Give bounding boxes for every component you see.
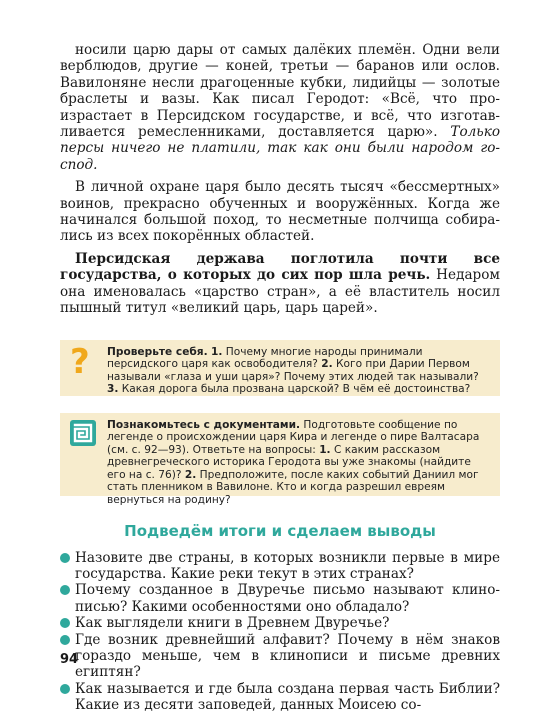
paragraph-empire: [60, 251, 500, 317]
check-question-1: Почему многие народы принимали персидского царя как освободителя?: [107, 345, 423, 371]
documents-question-2: Предположите, после каких событий Даниил мог стать пленником в Вавилоне. Кто и когда разрешил евреям вернуться на родину?: [107, 468, 479, 507]
summary-question: [60, 615, 500, 631]
summary-question: [60, 681, 500, 714]
documents-box: [60, 413, 500, 507]
bullet-dot-icon: [60, 684, 70, 694]
document-spiral-icon: [70, 420, 96, 446]
paragraph-tribute-text: носили царю дары от самых далёких племён. Одни вели верблюдов, другие — коней, третьи — баранов или ослов. Вавилоняне несли драгоценные кубки, лидийцы — золотые браслеты и вазы. Как писал Геродот: «Всё, что произрастает в Персидском государстве, и всё, что изготавливается ремесленниками, доставляется царю».: [60, 42, 500, 141]
bullet-dot-icon: [60, 618, 70, 628]
check-question-2-number: 2.: [321, 358, 333, 371]
check-question-3: Какая дорога была прозвана царской? В чём её достоинства?: [118, 383, 471, 396]
documents-question-1: С каким рассказом древнегреческого историка Геродота вы уже знакомы (найдите его на с. 76)?: [107, 443, 471, 481]
check-question-3-number: 3.: [107, 383, 119, 396]
bullet-dot-icon: [60, 585, 70, 595]
question-mark-icon: ?: [70, 341, 90, 382]
summary-question-text: Назовите две страны, в которых возникли первые в мире государства. Какие реки текут в этих странах?: [75, 549, 500, 582]
summary-heading: Подведём итоги и сделаем выводы: [124, 521, 436, 540]
paragraph-guard: В личной охране царя было десять тысяч «бессмертных» воинов, прекрасно обученных и вооружённых. Когда же начинался большой поход, то несметные полчища собирались из всех покорённых областей.: [60, 179, 500, 245]
bullet-dot-icon: [60, 635, 70, 645]
paragraph-empire-text: Недаром она именовалась «царство стран», а её властитель носил пышный титул «великий царь, царь царей».: [60, 267, 501, 317]
check-question-2: Кого при Дарии Первом называли «глаза и уши царя»? Почему этих людей так называли?: [107, 358, 479, 383]
page-content: [60, 42, 500, 714]
page-number: 94: [60, 652, 79, 667]
documents-question-2-number: 2.: [184, 468, 197, 481]
summary-question: [60, 550, 500, 583]
check-yourself-box: [60, 340, 500, 396]
summary-question: [60, 632, 500, 681]
summary-question-text: Как выглядели книги в Древнем Двуречье?: [75, 615, 390, 632]
paragraph-empire-bold: Персидская держава поглотила почти все государства, о которых до сих пор шла речь.: [60, 250, 500, 284]
bullet-dot-icon: [60, 553, 70, 563]
documents-question-1-number: 1.: [319, 443, 331, 456]
paragraph-tribute: [60, 42, 500, 173]
check-yourself-title: Проверьте себя.: [107, 345, 208, 358]
summary-question: [60, 582, 500, 615]
summary-question-text: Почему созданное в Двуречье письмо называют клинописью? Какими особенностями оно обладало?: [75, 582, 500, 615]
documents-intro: Подготовьте сообщение по легенде о происхождении царя Кира и легенде о пире Валтасара (см. с. 92—93). Ответьте на вопросы:: [107, 418, 480, 456]
summary-question-text: Где возник древнейший алфавит? Почему в нём знаков гораздо меньше, чем в клинописи и письме древних египтян?: [75, 631, 500, 681]
summary-question-text: Как называется и где была создана первая часть Библии? Какие из десяти заповедей, данных Моисею со-: [75, 680, 500, 714]
paragraph-tribute-italic: Только персы ничего не платили, так как они были народом господ.: [60, 124, 500, 173]
documents-title: Познакомьтесь с документами.: [107, 418, 301, 431]
summary-question-list: [60, 550, 500, 714]
check-question-1-number: 1.: [210, 345, 223, 358]
